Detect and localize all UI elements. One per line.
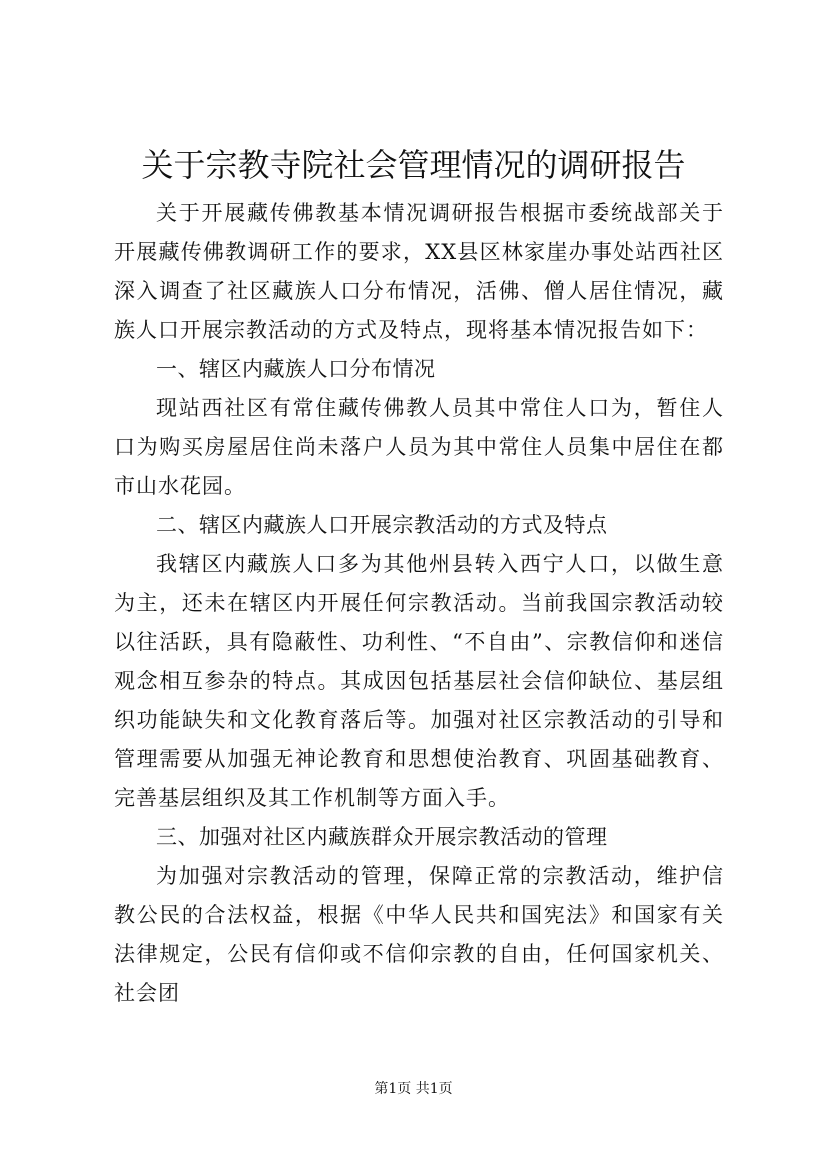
document-title: 关于宗教寺院社会管理情况的调研报告 [141, 146, 686, 184]
page-number-footer: 第1页 共1页 [374, 1081, 453, 1097]
section-1-paragraph: 现站西社区有常住藏传佛教人员其中常住人口为，暂住人口为购买房屋居住尚未落户人员为其中常住人员集中居住在都市山水花园。 [114, 396, 724, 498]
section-heading-1: 一、辖区内藏族人口分布情况 [156, 357, 436, 381]
intro-paragraph: 关于开展藏传佛教基本情况调研报告根据市委统战部关于开展藏传佛教调研工作的要求，XX县区林家崖办事处站西社区深入调查了社区藏族人口分布情况，活佛、僧人居住情况，藏族人口开展宗教活动的方式及特点，现将基本情况报告如下： [114, 201, 724, 342]
section-heading-2: 二、辖区内藏族人口开展宗教活动的方式及特点 [156, 513, 608, 537]
section-2-paragraph: 我辖区内藏族人口多为其他州县转入西宁人口，以做生意为主，还未在辖区内开展任何宗教活动。当前我国宗教活动较以往活跃，具有隐蔽性、功利性、“不自由”、宗教信仰和迷信观念相互参杂的特点。其成因包括基层社会信仰缺位、基层组织功能缺失和文化教育落后等。加强对社区宗教活动的引导和管理需要从加强无神论教育和思想使治教育、巩固基础教育、完善基层组织及其工作机制等方面入手。 [114, 552, 724, 810]
section-heading-3: 三、加强对社区内藏族群众开展宗教活动的管理 [156, 825, 608, 849]
document-body [114, 194, 724, 1013]
section-3-paragraph: 为加强对宗教活动的管理，保障正常的宗教活动，维护信教公民的合法权益，根据《中华人民共和国宪法》和国家有关法律规定，公民有信仰或不信仰宗教的自由，任何国家机关、社会团 [114, 864, 724, 1005]
